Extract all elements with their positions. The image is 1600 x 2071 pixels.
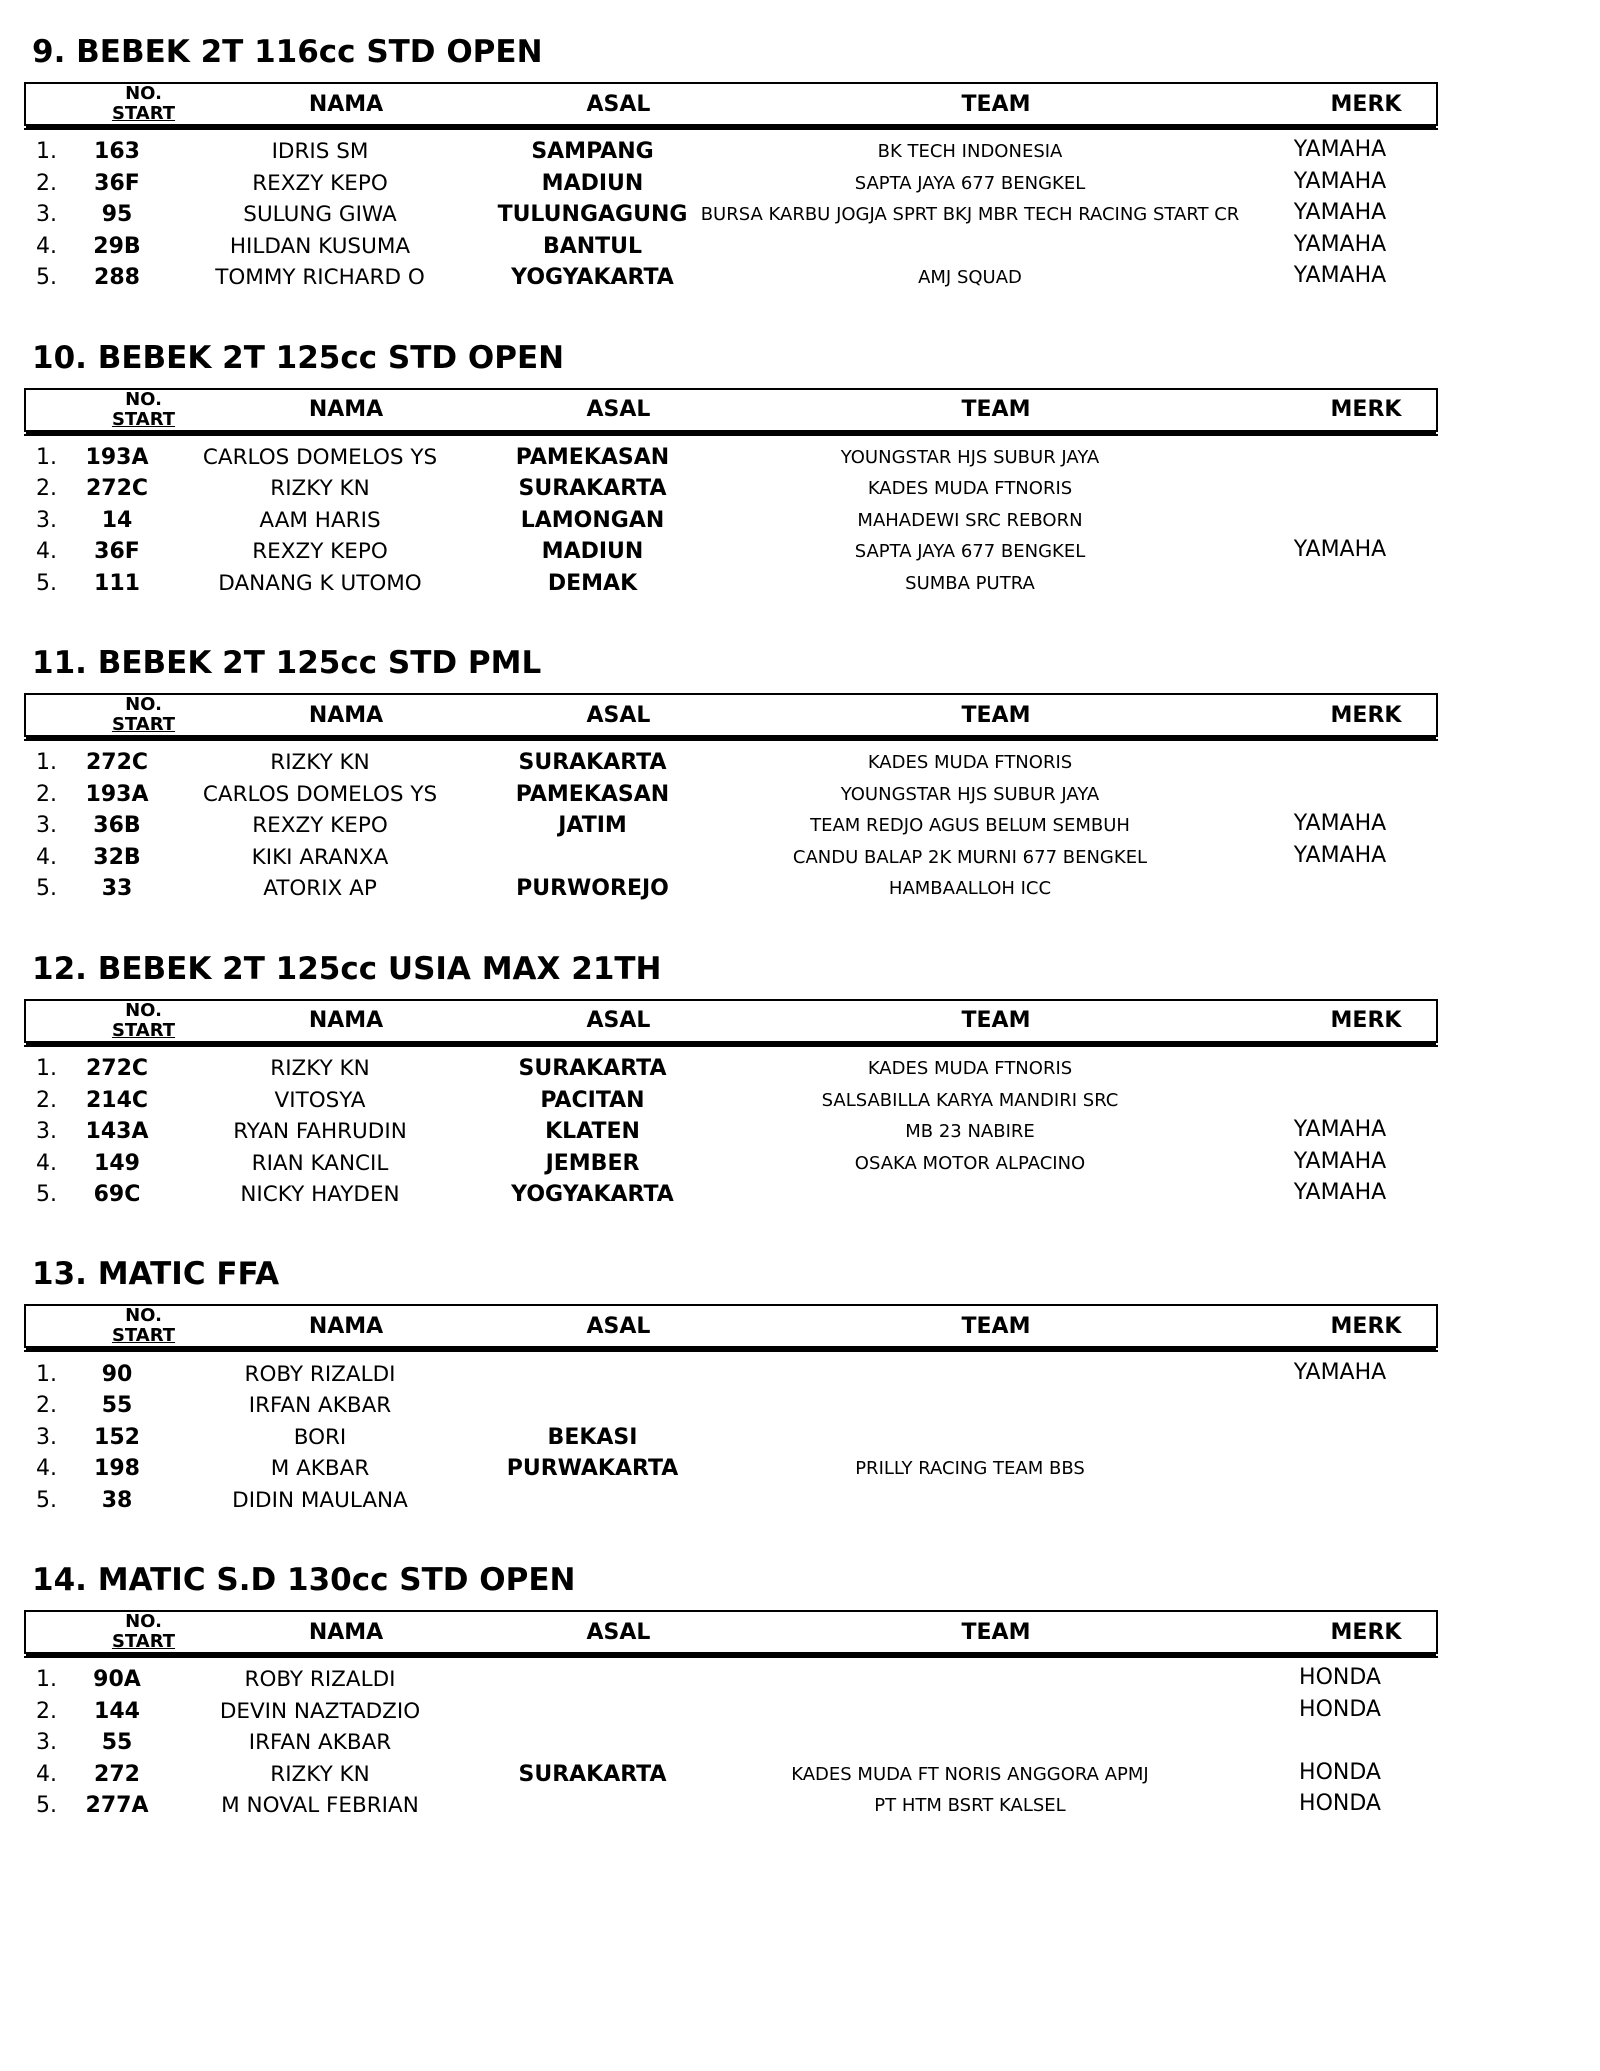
rider-origin: JATIM xyxy=(558,813,627,839)
header-asal: ASAL xyxy=(586,1008,651,1034)
position: 4. xyxy=(36,1456,57,1482)
table-header xyxy=(24,999,1438,1043)
rider-name: REXZY KEPO xyxy=(252,539,388,565)
result-row xyxy=(0,568,1600,600)
table-header xyxy=(24,1610,1438,1654)
start-number: 90A xyxy=(93,1667,141,1693)
header-no-start: NO. START xyxy=(111,694,176,736)
rider-name: RIZKY KN xyxy=(270,1056,370,1082)
header-merk: MERK xyxy=(1330,91,1402,117)
section-title: 14. MATIC S.D 130cc STD OPEN xyxy=(32,1562,576,1598)
team-name xyxy=(700,231,1240,263)
result-row xyxy=(0,1358,1600,1390)
rider-origin xyxy=(470,1390,715,1422)
rider-origin xyxy=(470,1696,715,1728)
bike-brand: HONDA xyxy=(1299,1759,1381,1785)
start-number: 36F xyxy=(94,539,140,565)
result-row xyxy=(0,168,1600,200)
rider-name: ROBY RIZALDI xyxy=(244,1361,396,1387)
table-header xyxy=(24,1304,1438,1348)
section-title: 13. MATIC FFA xyxy=(32,1256,280,1293)
bike-brand xyxy=(1255,440,1425,472)
bike-brand: YAMAHA xyxy=(1293,231,1387,257)
result-row xyxy=(0,1484,1600,1516)
result-row xyxy=(0,1421,1600,1453)
position: 5. xyxy=(36,1487,57,1513)
result-row xyxy=(0,1790,1600,1822)
position: 3. xyxy=(36,202,57,228)
result-row xyxy=(0,842,1600,874)
rider-name: KIKI ARANXA xyxy=(251,844,389,870)
rider-name: VITOSYA xyxy=(274,1087,366,1113)
start-number: 69C xyxy=(93,1182,141,1208)
rider-name: CARLOS DOMELOS YS xyxy=(202,781,438,807)
result-row xyxy=(0,1053,1600,1085)
team-name: BURSA KARBU JOGJA SPRT BKJ MBR TECH RACING START CR xyxy=(700,204,1240,226)
rider-origin xyxy=(470,1664,715,1696)
team-name: HAMBAALLOH ICC xyxy=(888,878,1052,900)
position: 3. xyxy=(36,1730,57,1756)
rider-origin: YOGYAKARTA xyxy=(511,265,674,291)
rider-name: ATORIX AP xyxy=(263,876,377,902)
team-name: YOUNGSTAR HJS SUBUR JAYA xyxy=(840,446,1100,468)
start-number: 14 xyxy=(101,507,133,533)
rider-origin: YOGYAKARTA xyxy=(511,1182,674,1208)
team-name: BK TECH INDONESIA xyxy=(877,141,1063,163)
rider-name: M NOVAL FEBRIAN xyxy=(221,1793,419,1819)
rider-name: DIDIN MAULANA xyxy=(232,1487,408,1513)
section-title: 10. BEBEK 2T 125cc STD OPEN xyxy=(32,339,565,376)
rider-name: IDRIS SM xyxy=(271,139,369,165)
start-number: 272C xyxy=(85,476,149,502)
start-number: 272C xyxy=(85,1056,149,1082)
header-nama: NAMA xyxy=(308,1619,384,1645)
team-name xyxy=(700,1484,1240,1516)
result-row xyxy=(0,505,1600,537)
rider-name: IRFAN AKBAR xyxy=(248,1730,392,1756)
bike-brand xyxy=(1255,1482,1425,1514)
rider-origin xyxy=(470,1727,715,1759)
result-rows xyxy=(0,442,1600,600)
position: 2. xyxy=(36,1087,57,1113)
result-rows xyxy=(0,136,1600,294)
rider-name: AAM HARIS xyxy=(259,507,381,533)
rider-origin: MADIUN xyxy=(541,539,644,565)
rider-name: TOMMY RICHARD O xyxy=(215,265,425,291)
bike-brand: YAMAHA xyxy=(1293,842,1387,868)
start-number: 33 xyxy=(101,876,133,902)
header-nama: NAMA xyxy=(308,397,384,423)
start-number: 198 xyxy=(94,1456,140,1482)
header-nama: NAMA xyxy=(308,91,384,117)
team-name: MB 23 NABIRE xyxy=(905,1121,1035,1143)
team-name xyxy=(700,1358,1240,1390)
team-name: AMJ SQUAD xyxy=(918,267,1022,289)
rider-origin: PURWAKARTA xyxy=(506,1456,679,1482)
rider-name: RIZKY KN xyxy=(270,476,370,502)
team-name: SALSABILLA KARYA MANDIRI SRC xyxy=(821,1089,1119,1111)
team-name: KADES MUDA FTNORIS xyxy=(867,752,1073,774)
header-merk: MERK xyxy=(1330,1619,1402,1645)
bike-brand xyxy=(1255,503,1425,535)
start-number: 111 xyxy=(94,570,140,596)
bike-brand xyxy=(1255,777,1425,809)
result-row xyxy=(0,262,1600,294)
rider-origin: PACITAN xyxy=(540,1087,645,1113)
race-section xyxy=(0,1528,1600,1828)
position: 3. xyxy=(36,1424,57,1450)
rider-name: M AKBAR xyxy=(270,1456,370,1482)
position: 2. xyxy=(36,1698,57,1724)
bike-brand: YAMAHA xyxy=(1293,168,1387,194)
result-row xyxy=(0,1759,1600,1791)
bike-brand xyxy=(1255,1451,1425,1483)
start-number: 36F xyxy=(94,170,140,196)
section-title: 11. BEBEK 2T 125cc STD PML xyxy=(32,645,542,682)
bike-brand xyxy=(1255,1082,1425,1114)
team-name xyxy=(700,1179,1240,1211)
result-row xyxy=(0,779,1600,811)
result-row xyxy=(0,1147,1600,1179)
header-merk: MERK xyxy=(1330,1008,1402,1034)
rider-name: BORI xyxy=(293,1424,347,1450)
rider-origin: SURAKARTA xyxy=(518,1056,667,1082)
header-asal: ASAL xyxy=(586,397,651,423)
rider-origin: LAMONGAN xyxy=(520,507,665,533)
position: 2. xyxy=(36,781,57,807)
position: 2. xyxy=(36,1393,57,1419)
header-merk: MERK xyxy=(1330,1313,1402,1339)
bike-brand: YAMAHA xyxy=(1293,263,1387,289)
table-header xyxy=(24,388,1438,432)
rider-name: RIZKY KN xyxy=(270,1761,370,1787)
position: 1. xyxy=(36,1361,57,1387)
position: 1. xyxy=(36,1667,57,1693)
header-team: TEAM xyxy=(961,397,1031,423)
race-section xyxy=(0,611,1600,911)
start-number: 193A xyxy=(85,444,149,470)
table-header xyxy=(24,82,1438,126)
bike-brand: YAMAHA xyxy=(1293,811,1387,837)
rider-origin: SURAKARTA xyxy=(518,1761,667,1787)
team-name: MAHADEWI SRC REBORN xyxy=(857,509,1083,531)
team-name: KADES MUDA FT NORIS ANGGORA APMJ xyxy=(791,1763,1149,1785)
rider-name: RIAN KANCIL xyxy=(251,1150,389,1176)
bike-brand: YAMAHA xyxy=(1293,537,1387,563)
result-row xyxy=(0,442,1600,474)
bike-brand: YAMAHA xyxy=(1293,1148,1387,1174)
result-row xyxy=(0,1084,1600,1116)
position: 4. xyxy=(36,1761,57,1787)
rider-origin: PAMEKASAN xyxy=(515,444,670,470)
bike-brand xyxy=(1255,1388,1425,1420)
rider-origin: DEMAK xyxy=(547,570,638,596)
rider-origin: BANTUL xyxy=(542,233,643,259)
rider-name: REXZY KEPO xyxy=(252,170,388,196)
start-number: 55 xyxy=(101,1730,133,1756)
header-no-start: NO. START xyxy=(111,1305,176,1347)
rider-name: IRFAN AKBAR xyxy=(248,1393,392,1419)
header-asal: ASAL xyxy=(586,91,651,117)
result-row xyxy=(0,1390,1600,1422)
race-section xyxy=(0,1222,1600,1522)
team-name: CANDU BALAP 2K MURNI 677 BENGKEL xyxy=(792,846,1148,868)
start-number: 163 xyxy=(94,139,140,165)
team-name: OSAKA MOTOR ALPACINO xyxy=(854,1152,1086,1174)
team-name xyxy=(700,1421,1240,1453)
position: 4. xyxy=(36,233,57,259)
rider-name: REXZY KEPO xyxy=(252,813,388,839)
team-name xyxy=(700,1727,1240,1759)
race-section xyxy=(0,0,1600,300)
position: 3. xyxy=(36,1119,57,1145)
start-number: 193A xyxy=(85,781,149,807)
team-name: SUMBA PUTRA xyxy=(905,572,1035,594)
team-name xyxy=(700,1664,1240,1696)
result-row xyxy=(0,747,1600,779)
start-number: 272 xyxy=(94,1761,140,1787)
bike-brand xyxy=(1255,871,1425,903)
rider-name: HILDAN KUSUMA xyxy=(229,233,411,259)
bike-brand: YAMAHA xyxy=(1293,1117,1387,1143)
team-name: SAPTA JAYA 677 BENGKEL xyxy=(854,541,1086,563)
start-number: 36B xyxy=(93,813,141,839)
result-row xyxy=(0,873,1600,905)
position: 3. xyxy=(36,813,57,839)
header-team: TEAM xyxy=(961,702,1031,728)
rider-name: ROBY RIZALDI xyxy=(244,1667,396,1693)
result-row xyxy=(0,1179,1600,1211)
start-number: 277A xyxy=(85,1793,149,1819)
position: 3. xyxy=(36,507,57,533)
position: 5. xyxy=(36,570,57,596)
rider-origin xyxy=(470,1484,715,1516)
result-rows xyxy=(0,1664,1600,1822)
rider-name: DANANG K UTOMO xyxy=(218,570,422,596)
start-number: 272C xyxy=(85,750,149,776)
result-row xyxy=(0,231,1600,263)
header-no-start: NO. START xyxy=(111,83,176,124)
rider-origin: PAMEKASAN xyxy=(515,781,670,807)
rider-origin: SAMPANG xyxy=(531,139,654,165)
rider-origin: SURAKARTA xyxy=(518,750,667,776)
result-row xyxy=(0,536,1600,568)
start-number: 38 xyxy=(101,1487,133,1513)
bike-brand xyxy=(1255,1051,1425,1083)
result-rows xyxy=(0,1358,1600,1516)
rider-name: NICKY HAYDEN xyxy=(240,1182,400,1208)
rider-origin: PURWOREJO xyxy=(516,876,669,902)
bike-brand: HONDA xyxy=(1299,1696,1381,1722)
start-number: 32B xyxy=(93,844,141,870)
team-name: PRILLY RACING TEAM BBS xyxy=(855,1458,1085,1480)
position: 1. xyxy=(36,750,57,776)
team-name: KADES MUDA FTNORIS xyxy=(867,1058,1073,1080)
bike-brand: HONDA xyxy=(1299,1791,1381,1817)
team-name: TEAM REDJO AGUS BELUM SEMBUH xyxy=(810,815,1130,837)
rider-origin xyxy=(470,1358,715,1390)
position: 4. xyxy=(36,1150,57,1176)
start-number: 29B xyxy=(93,233,141,259)
bike-brand xyxy=(1255,471,1425,503)
start-number: 149 xyxy=(94,1150,140,1176)
race-section xyxy=(0,306,1600,606)
header-merk: MERK xyxy=(1330,702,1402,728)
rider-origin: KLATEN xyxy=(545,1119,640,1145)
position: 2. xyxy=(36,170,57,196)
rider-name: SULUNG GIWA xyxy=(243,202,397,228)
rider-name: RYAN FAHRUDIN xyxy=(233,1119,407,1145)
header-team: TEAM xyxy=(961,1619,1031,1645)
result-row xyxy=(0,1453,1600,1485)
start-number: 55 xyxy=(101,1393,133,1419)
section-title: 9. BEBEK 2T 116cc STD OPEN xyxy=(32,34,543,70)
result-rows xyxy=(0,1053,1600,1211)
start-number: 288 xyxy=(94,265,140,291)
result-row xyxy=(0,199,1600,231)
bike-brand: YAMAHA xyxy=(1293,1180,1387,1206)
header-merk: MERK xyxy=(1330,397,1402,423)
section-title: 12. BEBEK 2T 125cc USIA MAX 21TH xyxy=(32,950,662,987)
start-number: 90 xyxy=(101,1361,133,1387)
header-team: TEAM xyxy=(961,91,1031,117)
rider-origin xyxy=(470,1790,715,1822)
team-name: PT HTM BSRT KALSEL xyxy=(874,1795,1066,1817)
result-rows xyxy=(0,747,1600,905)
header-nama: NAMA xyxy=(308,1313,384,1339)
bike-brand xyxy=(1255,745,1425,777)
start-number: 95 xyxy=(101,202,133,228)
position: 1. xyxy=(36,444,57,470)
position: 5. xyxy=(36,1793,57,1819)
result-row xyxy=(0,1116,1600,1148)
team-name xyxy=(700,1696,1240,1728)
rider-name: CARLOS DOMELOS YS xyxy=(202,444,438,470)
header-no-start: NO. START xyxy=(111,1611,176,1652)
bike-brand xyxy=(1255,1419,1425,1451)
rider-name: RIZKY KN xyxy=(270,750,370,776)
start-number: 214C xyxy=(85,1087,149,1113)
position: 5. xyxy=(36,876,57,902)
header-asal: ASAL xyxy=(586,702,651,728)
team-name: KADES MUDA FTNORIS xyxy=(867,478,1073,500)
team-name xyxy=(700,1390,1240,1422)
result-row xyxy=(0,136,1600,168)
header-team: TEAM xyxy=(961,1313,1031,1339)
position: 4. xyxy=(36,539,57,565)
start-number: 144 xyxy=(94,1698,140,1724)
header-asal: ASAL xyxy=(586,1313,651,1339)
bike-brand: HONDA xyxy=(1299,1665,1381,1691)
position: 4. xyxy=(36,844,57,870)
bike-brand xyxy=(1255,566,1425,598)
rider-origin: MADIUN xyxy=(541,170,644,196)
bike-brand: YAMAHA xyxy=(1293,137,1387,163)
result-row xyxy=(0,1664,1600,1696)
rider-origin: SURAKARTA xyxy=(518,476,667,502)
race-section xyxy=(0,917,1600,1217)
table-header xyxy=(24,693,1438,737)
bike-brand: YAMAHA xyxy=(1293,1359,1387,1385)
rider-origin: TULUNGAGUNG xyxy=(497,202,688,228)
header-no-start: NO. START xyxy=(111,388,176,430)
header-no-start: NO. START xyxy=(111,999,176,1041)
rider-name: DEVIN NAZTADZIO xyxy=(219,1698,421,1724)
header-team: TEAM xyxy=(961,1008,1031,1034)
bike-brand xyxy=(1255,1725,1425,1757)
rider-origin xyxy=(470,842,715,874)
team-name: YOUNGSTAR HJS SUBUR JAYA xyxy=(840,783,1100,805)
position: 5. xyxy=(36,1182,57,1208)
rider-origin: JEMBER xyxy=(545,1150,640,1176)
position: 5. xyxy=(36,265,57,291)
position: 1. xyxy=(36,139,57,165)
header-asal: ASAL xyxy=(586,1619,651,1645)
result-row xyxy=(0,810,1600,842)
result-row xyxy=(0,473,1600,505)
position: 2. xyxy=(36,476,57,502)
bike-brand: YAMAHA xyxy=(1293,200,1387,226)
team-name: SAPTA JAYA 677 BENGKEL xyxy=(854,172,1086,194)
header-nama: NAMA xyxy=(308,1008,384,1034)
start-number: 143A xyxy=(85,1119,149,1145)
result-row xyxy=(0,1727,1600,1759)
position: 1. xyxy=(36,1056,57,1082)
rider-origin: BEKASI xyxy=(547,1424,638,1450)
header-nama: NAMA xyxy=(308,702,384,728)
result-row xyxy=(0,1696,1600,1728)
start-number: 152 xyxy=(94,1424,140,1450)
